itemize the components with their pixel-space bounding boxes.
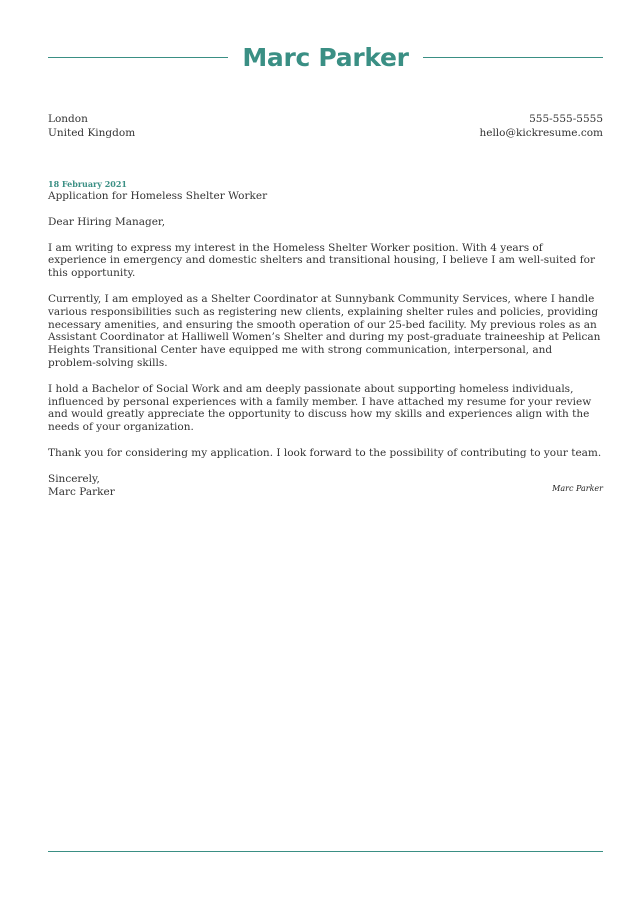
letter-subject: Application for Homeless Shelter Worker: [48, 190, 268, 202]
signature: Marc Parker: [552, 484, 603, 493]
closing-block: [48, 473, 603, 499]
closing: Sincerely,: [48, 472, 100, 485]
phone: 555-555-5555: [529, 113, 603, 125]
letter-body: [48, 179, 603, 498]
address: [48, 112, 135, 140]
header-rule-right: [423, 57, 603, 58]
country: United Kingdom: [48, 127, 136, 139]
paragraph: I hold a Bachelor of Social Work and am deeply passionate about supporting homeless individuals, influenced by personal experiences with a family member. I have attached my resume for your review and would greatly appreciate the opportunity to discuss how my skills and experiences align with the needs of your organization.: [48, 382, 592, 434]
letter-header: [48, 40, 603, 74]
salutation: Dear Hiring Manager,: [48, 215, 166, 228]
paragraph: Thank you for considering my application. I look forward to the possibility of contributing to your team.: [48, 446, 602, 459]
contact-details: [479, 112, 603, 140]
paragraph: I am writing to express my interest in the Homeless Shelter Worker position. With 4 years of experience in emergency and domestic shelters and transitional housing, I believe I am well-suited for this opportunity.: [48, 241, 595, 280]
email: hello@kickresume.com: [479, 127, 603, 139]
city: London: [48, 113, 88, 125]
closing-name: Marc Parker: [48, 485, 115, 498]
sender-name: Marc Parker: [242, 42, 409, 72]
paragraph: Currently, I am employed as a Shelter Coordinator at Sunnybank Community Services, where I handle various responsibilities such as registering new clients, explaining shelter rules and policies, providing necessary amenities, and ensuring the smooth operation of our 25-bed facility. My previous roles as an Assistant Coordinator at Halliwell Women’s Shelter and during my post-graduate traineeship at Pelican Heights Transitional Center have equipped me with strong communication, interpersonal, and problem-solving skills.: [48, 292, 601, 369]
contact-block: [48, 112, 603, 140]
footer-rule: [48, 851, 603, 852]
letter-date: 18 February 2021: [48, 179, 127, 189]
header-rule-left: [48, 57, 228, 58]
